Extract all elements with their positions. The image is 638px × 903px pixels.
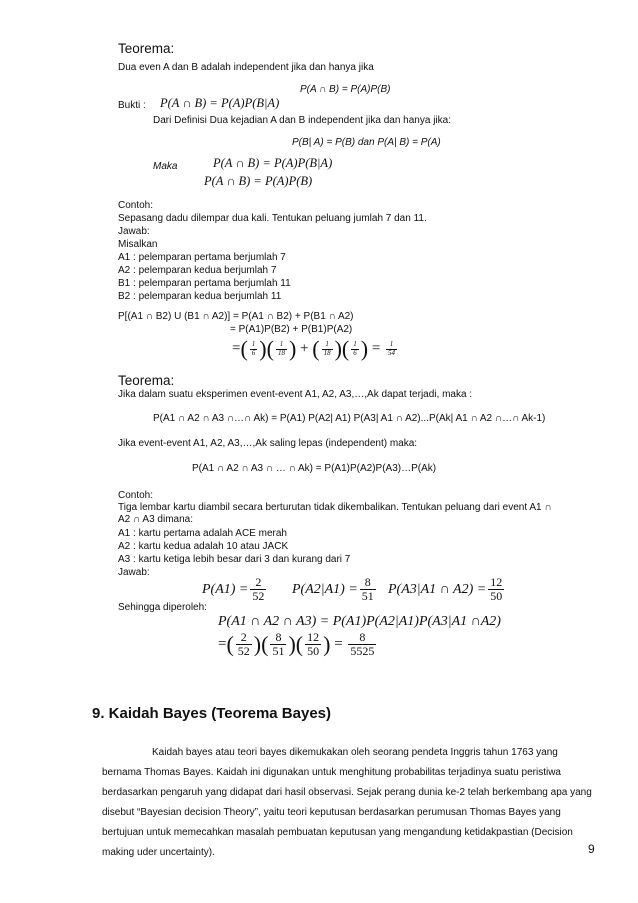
example2-answer-label: Jawab: (118, 567, 150, 578)
proof-label: Bukti : (118, 100, 146, 111)
fraction-result: $\frac{8}{5525}$ (350, 630, 375, 659)
fraction-result: $\frac{1}{54}$ (388, 339, 396, 357)
theorem1-formula: P(A ∩ B) = P(A)P(B) (300, 84, 391, 95)
maka-line2: P(A ∩ B) = P(A)P(B) (204, 174, 313, 188)
fraction: $\frac{2}{52}$ (252, 575, 265, 604)
result-line1: P(A1 ∩ A2 ∩ A3) = P(A1)P(A2|A1)P(A3|A1 ∩A2) (218, 614, 501, 629)
maka-line1: P(A ∩ B) = P(A)P(B|A) (213, 156, 333, 170)
example1-answer-label: Jawab: (118, 226, 150, 237)
fraction: $\frac{12}{50}$ (307, 630, 320, 659)
example1-let-label: Misalkan (118, 239, 158, 250)
fraction: $\frac{1}{18}$ (323, 339, 331, 357)
theorem2-heading: Teorema: (118, 373, 175, 388)
theorem2-formula2: P(A1 ∩ A2 ∩ A3 ∩ … ∩ Ak) = P(A1)P(A2)P(A3)…P(Ak) (192, 463, 437, 474)
example2-def: A1 : kartu pertama adalah ACE merah (118, 528, 287, 539)
example1-calc-line1: P[(A1 ∩ B2) U (B1 ∩ A2)] = P(A1 ∩ B2) + P(B1 ∩ A2) (118, 311, 354, 322)
example1-problem: Sepasang dadu dilempar dua kali. Tentukan peluang jumlah 7 dan 11. (118, 213, 427, 224)
fraction: $\frac{8}{51}$ (272, 630, 285, 659)
theorem2-condition: Jika event-event A1, A2, A3,…,Ak saling lepas (independent) maka: (118, 438, 418, 449)
example1-label: Contoh: (118, 200, 154, 211)
example2-def: A2 : kartu kedua adalah 10 atau JACK (118, 541, 289, 552)
fraction: $\frac{12}{50}$ (490, 575, 503, 604)
example1-def: A2 : pelemparan kedua berjumlah 7 (118, 265, 277, 276)
fraction: $\frac{1}{6}$ (353, 339, 357, 357)
theorem2-formula: P(A1 ∩ A2 ∩ A3 ∩…∩ Ak) = P(A1) P(A2| A1) P(A3| A1 ∩ A2)...P(Ak| A1 ∩ A2 ∩…∩ Ak-1) (153, 413, 546, 424)
proof-formula: P(A ∩ B) = P(A)P(B|A) (160, 96, 280, 110)
section-heading: 9. Kaidah Bayes (Teorema Bayes) (92, 705, 331, 722)
proof-text: Dari Definisi Dua kejadian A dan B independent jika dan hanya jika: (153, 115, 451, 126)
example1-calc-line2: = P(A1)P(B2) + P(B1)P(A2) (230, 324, 353, 335)
fraction: $\frac{8}{51}$ (361, 575, 374, 604)
fraction: $\frac{1}{18}$ (277, 339, 285, 357)
page-number: 9 (588, 842, 595, 856)
example1-def: B2 : pelemparan kedua berjumlah 11 (118, 291, 282, 302)
fraction: $\frac{2}{52}$ (237, 630, 250, 659)
result-line2: =( $\frac{2}{52}$ )( $\frac{8}{51}$ )( $\frac{12}{50}$ ) = $\frac{8}{5525}$ (218, 630, 375, 659)
theorem1-heading: Teorema: (118, 41, 175, 56)
example2-label: Contoh: (118, 490, 154, 501)
example2-problem-line1: Tiga lembar kartu diambil secara berturutan tidak dikembalikan. Tentukan peluang dari event A1 ∩ (118, 502, 552, 513)
example1-def: B1 : pelemparan pertama berjumlah 11 (118, 278, 291, 289)
example2-problem-line2: A2 ∩ A3 dimana: (118, 514, 194, 525)
maka-label: Maka (153, 161, 178, 172)
probability-a3-given: P(A3|A1 ∩ A2) = $\frac{12}{50}$ (388, 575, 503, 604)
fraction: $\frac{1}{6}$ (251, 339, 256, 357)
proof-condition: P(B| A) = P(B) dan P(A| B) = P(A) (292, 137, 441, 148)
example1-def: A1 : pelemparan pertama berjumlah 7 (118, 252, 286, 263)
theorem2-statement: Jika dalam suatu eksperimen event-event A1, A2, A3,…,Ak dapat terjadi, maka : (118, 389, 473, 400)
probability-a2-given-a1: P(A2|A1) = $\frac{8}{51}$ (292, 575, 374, 604)
result-label: Sehingga diperoleh: (118, 602, 207, 613)
example1-fraction-line: =( $\frac{1}{6}$ )( $\frac{1}{18}$ ) + ( $\frac{1}{18}$ )( $\frac{1}{6}$ ) = $\frac{1}{54}$ (232, 336, 396, 361)
example2-def: A3 : kartu ketiga lebih besar dari 3 dan kurang dari 7 (118, 554, 351, 565)
probability-a1: P(A1) = $\frac{2}{52}$ (202, 575, 265, 604)
theorem1-statement: Dua even A dan B adalah independent jika dan hanya jika (118, 62, 374, 73)
section-paragraph: Kaidah bayes atau teori bayes dikemukakan oleh seorang pendeta Inggris tahun 1763 yang bernama Thomas Bayes. Kaidah ini digunakan untuk menghitung probabilitas terjadinya suatu peristiwa berdasarkan pengaruh yang didapat dari hasil observasi. Sejak perang dunia ke-2 telah berkembang apa yang disebut “Bayesian decision Theory”, yaitu teori keputusan berdasarkan perumusan Thomas Bayes yang bertujuan untuk memecahkan masalah pembuatan keputusan yang mengandung ketidakpastian (Decision making uder uncertainty). (102, 747, 592, 858)
